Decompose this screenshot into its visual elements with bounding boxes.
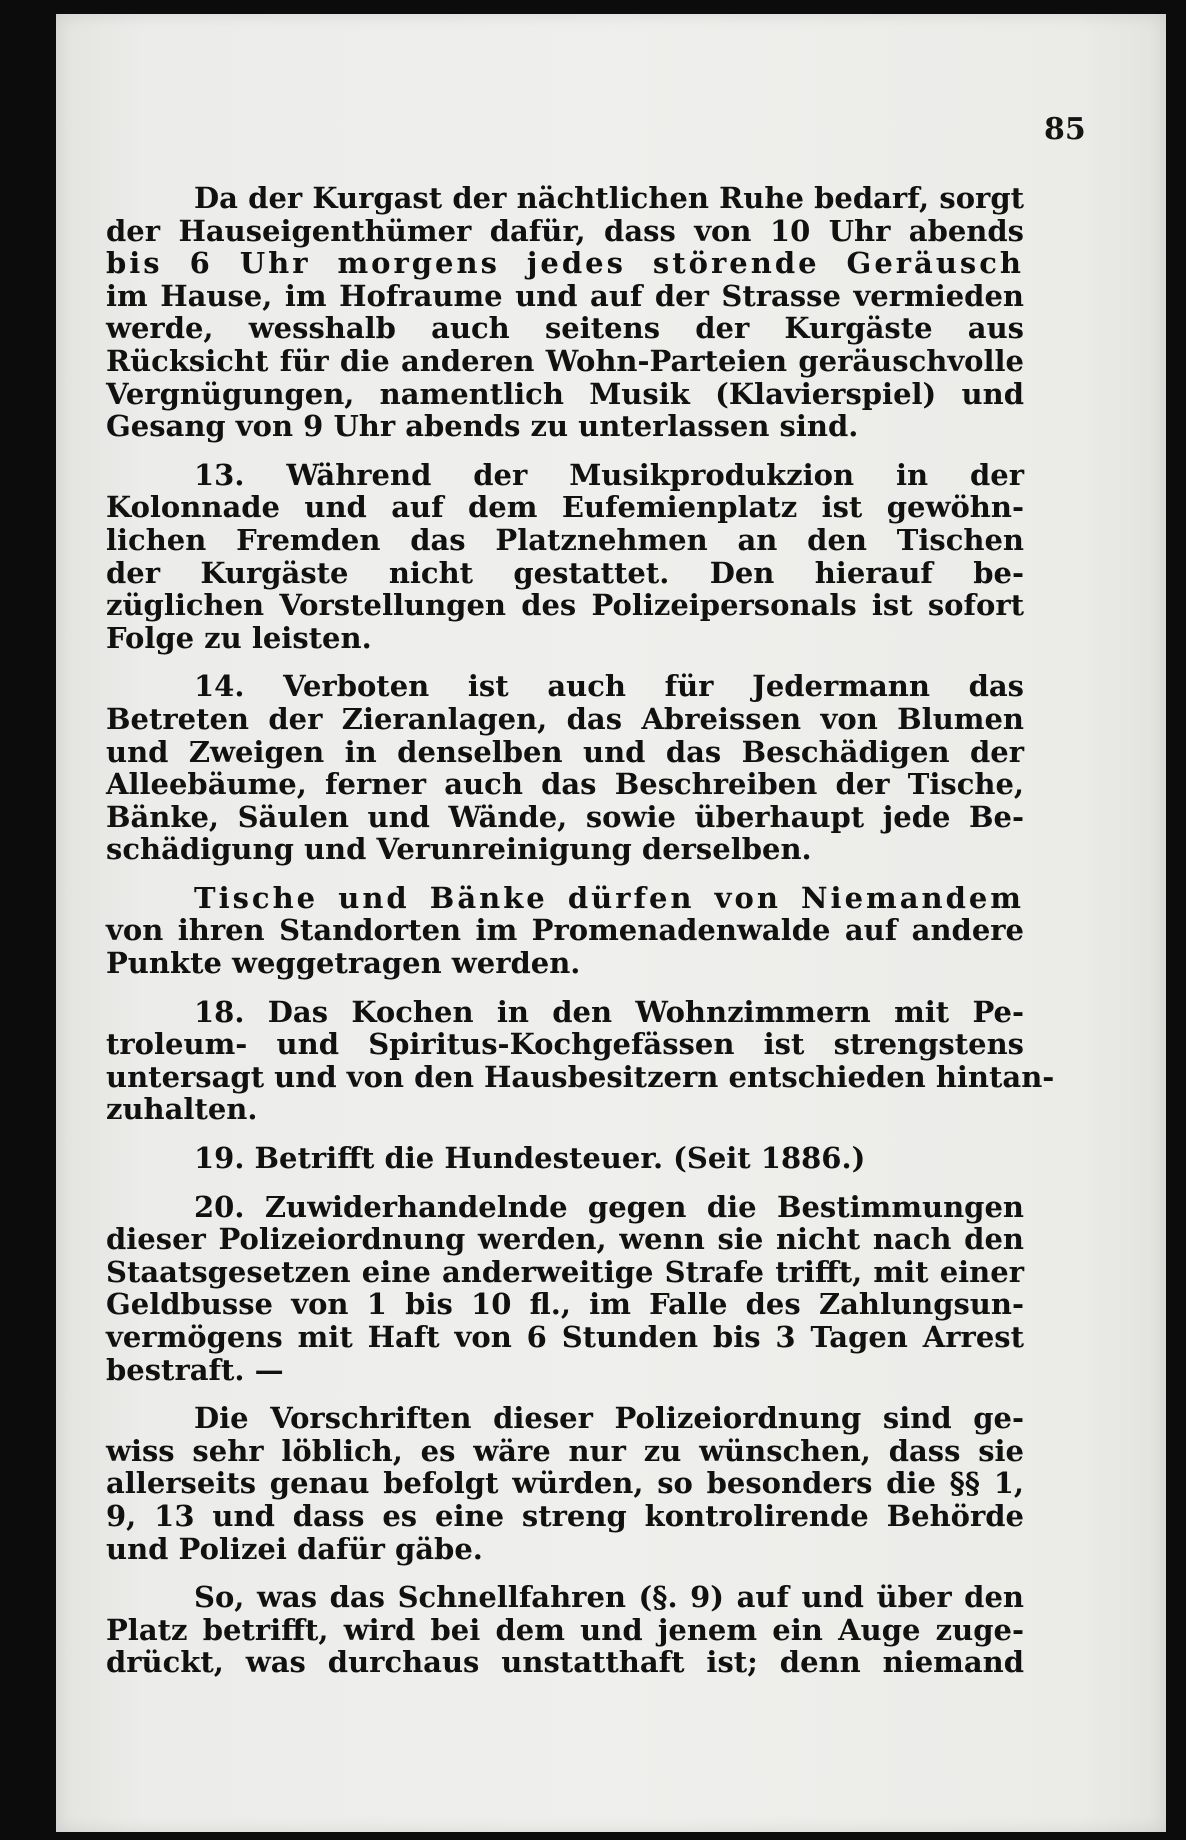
text-line: Punkte weggetragen werden. — [106, 946, 581, 981]
paragraph-commentary — [106, 1402, 1024, 1565]
paragraph-tables-benches — [106, 882, 1024, 980]
paragraph-19 — [106, 1142, 1024, 1175]
paragraph-14 — [106, 670, 1024, 866]
text-line: bis 6 Uhr morgens jedes störende Geräusch — [106, 246, 1024, 281]
text-line: der Hauseigenthümer dafür, dass von 10 Uhr abends — [106, 213, 1024, 248]
paragraph-13 — [106, 459, 1024, 655]
paragraph-18 — [106, 994, 1055, 1127]
text-line: drückt, was durchaus unstatthaft ist; denn niemand — [106, 1645, 1024, 1680]
text-line: So, was das Schnellfahren (§. 9) auf und über den — [194, 1580, 1024, 1615]
text-line: Rücksicht für die anderen Wohn-Parteien geräuschvolle — [106, 343, 1024, 378]
text-line: Gesang von 9 Uhr abends zu unterlassen sind. — [106, 409, 859, 444]
text-line: Betreten der Zieranlagen, das Abreissen von Blumen — [106, 701, 1024, 736]
text-line: schädigung und Verunreinigung derselben. — [106, 832, 812, 867]
text-line: dieser Polizeiordnung werden, wenn sie nicht nach den — [106, 1222, 1024, 1257]
text-line: und Polizei dafür gäbe. — [106, 1531, 483, 1566]
text-line: untersagt und von den Hausbesitzern entschieden hintan- — [106, 1059, 1055, 1094]
text-line: und Zweigen in denselben und das Beschädigen der — [106, 734, 1024, 769]
text-line: 9, 13 und dass es eine streng kontrolirende Behörde — [106, 1498, 1024, 1533]
text-line: von ihren Standorten im Promenadenwalde auf andere — [106, 913, 1024, 948]
text-line: lichen Fremden das Platznehmen an den Tischen — [106, 522, 1024, 557]
text-line: Folge zu leisten. — [106, 620, 372, 655]
text-line: Alleebäume, ferner auch das Beschreiben der Tische, — [106, 767, 1024, 802]
body-text — [106, 181, 1055, 1695]
text-line: züglichen Vorstellungen des Polizeipersonals ist sofort — [106, 588, 1024, 623]
text-line: Bänke, Säulen und Wände, sowie überhaupt jede Be- — [106, 799, 1024, 834]
text-line: bestraft. — — [106, 1352, 284, 1387]
text-line: der Kurgäste nicht gestattet. Den hierauf be- — [106, 555, 1024, 590]
text-line: Die Vorschriften dieser Polizeiordnung sind ge- — [194, 1401, 1024, 1436]
text-line: vermögens mit Haft von 6 Stunden bis 3 Tagen Arrest — [106, 1320, 1024, 1354]
text-line: 13. Während der Musikprodukzion in der — [194, 457, 1024, 492]
paragraph-fast-driving — [106, 1581, 1024, 1679]
text-line: 18. Das Kochen in den Wohnzimmern mit Pe- — [194, 994, 1024, 1029]
text-line: Tische und Bänke dürfen von Niemandem — [194, 880, 1024, 915]
text-line: werde, wesshalb auch seitens der Kurgäste aus — [106, 311, 1024, 346]
text-line: troleum- und Spiritus-Kochgefässen ist strengstens — [106, 1027, 1024, 1062]
page-number: 85 — [1044, 112, 1086, 147]
text-line: Da der Kurgast der nächtlichen Ruhe bedarf, sorgt — [194, 181, 1024, 215]
text-line: Staatsgesetzen eine anderweitige Strafe trifft, mit einer — [106, 1254, 1024, 1289]
text-line: allerseits genau befolgt würden, so besonders die §§ 1, — [106, 1466, 1024, 1501]
text-line: zuhalten. — [106, 1092, 258, 1127]
text-line: 20. Zuwiderhandelnde gegen die Bestimmungen — [194, 1189, 1024, 1224]
text-line: wiss sehr löblich, es wäre nur zu wünschen, dass sie — [106, 1433, 1024, 1468]
text-line: im Hause, im Hofraume und auf der Strasse vermieden — [106, 278, 1024, 313]
text-line: Vergnügungen, namentlich Musik (Klavierspiel) und — [106, 376, 1024, 411]
text-line: 14. Verboten ist auch für Jedermann das — [194, 669, 1024, 704]
text-line: Platz betrifft, wird bei dem und jenem ein Auge zuge- — [106, 1612, 1024, 1647]
paragraph-20 — [106, 1191, 1024, 1387]
text-line: Kolonnade und auf dem Eufemienplatz ist gewöhn- — [106, 490, 1024, 525]
text-line: Geldbusse von 1 bis 10 fl., im Falle des Zahlungsun- — [106, 1287, 1024, 1322]
paragraph-night-rest — [106, 182, 1024, 443]
text-line: 19. Betrifft die Hundesteuer. (Seit 1886.) — [194, 1141, 866, 1176]
